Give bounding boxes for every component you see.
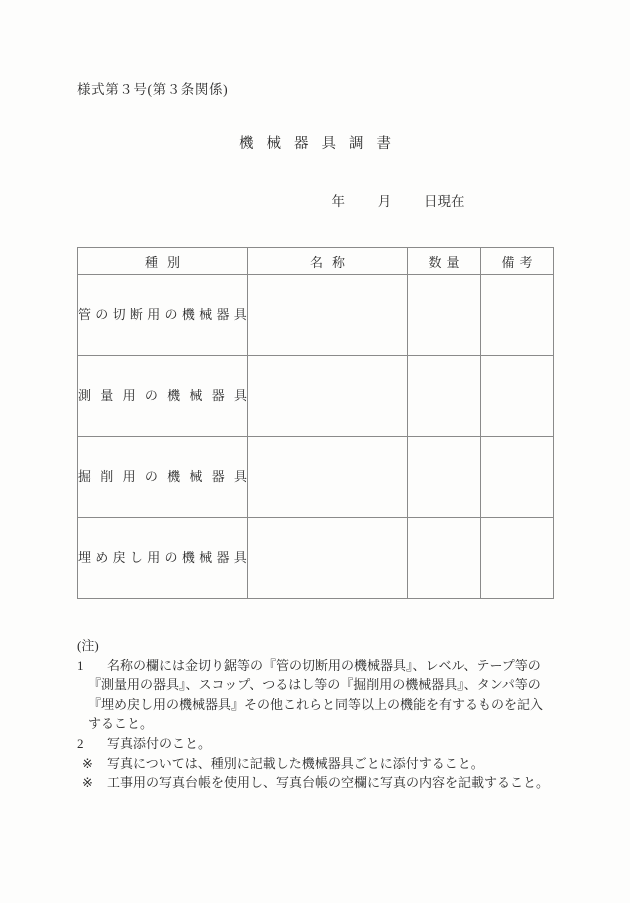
cell-type [78,275,248,356]
table-header-row [78,248,554,275]
notes-heading: (注) [77,638,99,653]
cell-quantity[interactable] [408,356,481,437]
cell-name[interactable] [248,356,408,437]
form-number: 様式第３号(第３条関係) [77,82,229,97]
cell-type [78,518,248,599]
date-year-label: 年 [331,194,345,209]
cell-remarks[interactable] [481,518,554,599]
note-item-3-line-1 [77,754,577,774]
note-item-1-line-1 [77,656,577,676]
header-cell-type [78,248,248,275]
table-row [78,518,554,599]
header-label-name: 名称 [309,254,354,270]
note-marker-2: 2 [77,735,84,751]
cell-quantity[interactable] [408,275,481,356]
header-label-quantity: 数量 [428,254,465,270]
header-label-type: 種別 [144,254,189,270]
type-label: 管の切断用の機械器具 [78,306,247,322]
header-cell-name [248,248,408,275]
header-cell-quantity [408,248,481,275]
date-line [0,190,630,210]
cell-name[interactable] [248,518,408,599]
cell-name[interactable] [248,275,408,356]
header-cell-remarks [481,248,554,275]
cell-quantity[interactable] [408,437,481,518]
equipment-table [77,247,554,599]
note-item-1-line-2: 『測量用の器具』、スコップ、つるはし等の『掘削用の機械器具』、タンパ等の [88,677,541,693]
equipment-table-wrapper [77,247,554,599]
note-item-2-line-1 [77,734,577,754]
cell-remarks[interactable] [481,275,554,356]
notes-section [77,636,577,793]
cell-type [78,356,248,437]
cell-quantity[interactable] [408,518,481,599]
type-label: 埋め戻し用の機械器具 [78,549,247,565]
note-marker-3: ※ [82,755,93,771]
table-row [78,275,554,356]
page-title: 機械器具調書 [239,136,404,152]
date-day-label: 日現在 [424,194,465,209]
cell-name[interactable] [248,437,408,518]
note-item-1-line-3: 『埋め戻し用の機械器具』その他これらと同等以上の機能を有するものを記入 [88,696,544,712]
note-marker-1: 1 [77,657,84,673]
cell-remarks[interactable] [481,437,554,518]
note-text: 工事用の写真台帳を使用し、写真台帳の空欄に写真の内容を記載すること。 [107,775,550,791]
type-label: 掘削用の機械器具 [78,468,247,484]
cell-remarks[interactable] [481,356,554,437]
table-row [78,437,554,518]
note-text: 写真については、種別に記載した機械器具ごとに添付すること。 [107,755,484,771]
cell-type [78,437,248,518]
header-label-remarks: 備考 [501,254,538,270]
note-item-1-line-4: すること。 [88,716,154,732]
note-item-4-line-1 [77,773,577,793]
note-text: 名称の欄には金切り鋸等の『管の切断用の機械器具』、レベル、テープ等の [107,657,541,673]
date-month-label: 月 [377,194,392,209]
note-text: 写真添付のこと。 [107,735,212,751]
table-row [78,356,554,437]
type-label: 測量用の機械器具 [78,387,247,403]
note-marker-4: ※ [82,775,93,791]
